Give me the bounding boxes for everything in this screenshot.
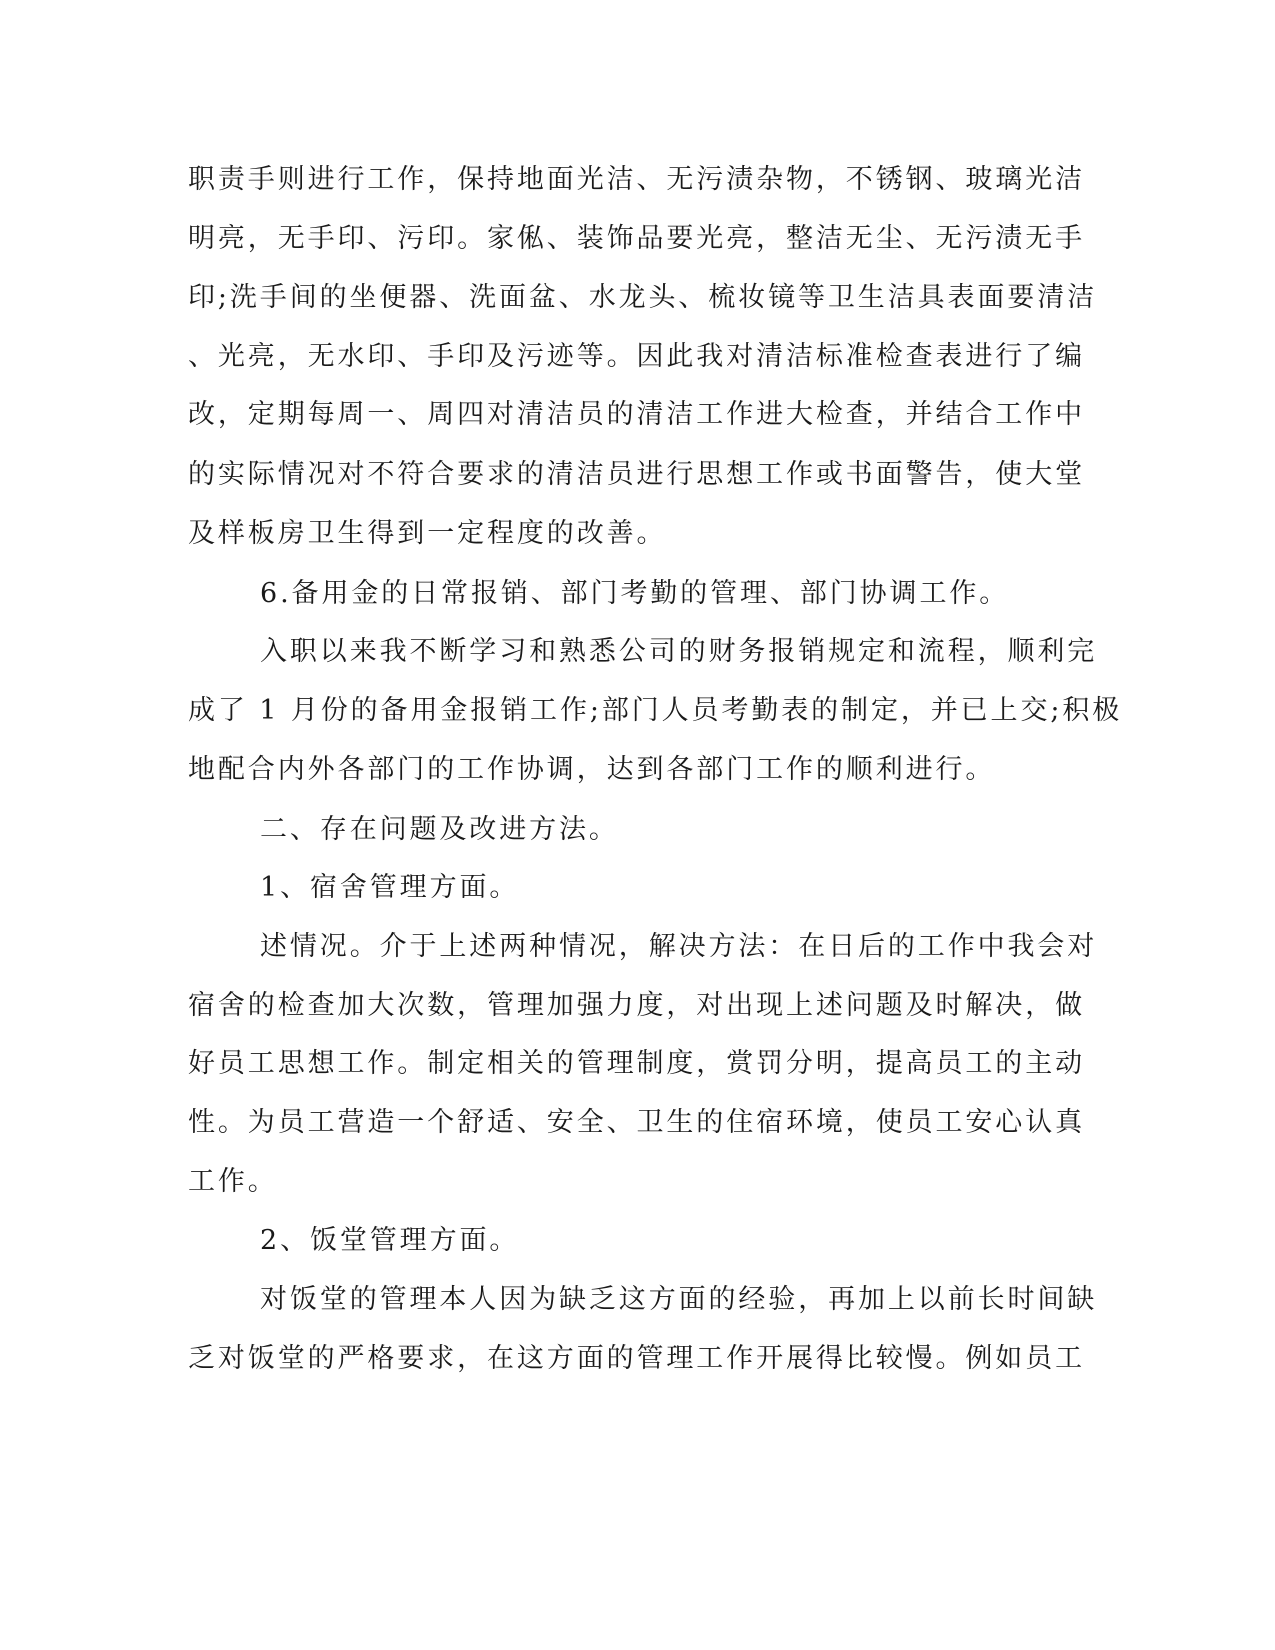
- text-line: 改，定期每周一、周四对清洁员的清洁工作进大检查，并结合工作中: [188, 399, 1085, 430]
- text-line: 地配合内外各部门的工作协调，达到各部门工作的顺利进行。: [188, 754, 996, 785]
- text-line: 、光亮，无水印、手印及污迹等。因此我对清洁标准检查表进行了编: [188, 341, 1085, 372]
- text-line: 及样板房卫生得到一定程度的改善。: [188, 518, 667, 549]
- text-line: 性。为员工营造一个舒适、安全、卫生的住宿环境，使员工安心认真: [188, 1107, 1085, 1138]
- section-heading: 二、存在问题及改进方法。: [260, 814, 619, 845]
- section-heading: 2、饭堂管理方面。: [260, 1225, 520, 1256]
- section-heading: 6.备用金的日常报销、部门考勤的管理、部门协调工作。: [260, 578, 1010, 609]
- text-line: 职责手则进行工作，保持地面光洁、无污渍杂物，不锈钢、玻璃光洁: [188, 164, 1085, 195]
- text-line: 好员工思想工作。制定相关的管理制度，赏罚分明，提高员工的主动: [188, 1048, 1085, 1079]
- text-line: 印;洗手间的坐便器、洗面盆、水龙头、梳妆镜等卫生洁具表面要清洁: [188, 282, 1097, 313]
- text-line: 入职以来我不断学习和熟悉公司的财务报销规定和流程，顺利完: [260, 636, 1098, 667]
- text-line: 乏对饭堂的严格要求，在这方面的管理工作开展得比较慢。例如员工: [188, 1343, 1085, 1374]
- text-line: 述情况。介于上述两种情况，解决方法：在日后的工作中我会对: [260, 931, 1098, 962]
- text-line: 的实际情况对不符合要求的清洁员进行思想工作或书面警告，使大堂: [188, 459, 1085, 490]
- text-line: 对饭堂的管理本人因为缺乏这方面的经验，再加上以前长时间缺: [260, 1284, 1098, 1315]
- section-heading: 1、宿舍管理方面。: [260, 872, 520, 903]
- text-line: 宿舍的检查加大次数，管理加强力度，对出现上述问题及时解决，做: [188, 990, 1085, 1021]
- text-line: 成了 1 月份的备用金报销工作;部门人员考勤表的制定，并已上交;积极: [188, 695, 1123, 726]
- text-line: 工作。: [188, 1166, 278, 1197]
- text-line: 明亮，无手印、污印。家俬、装饰品要光亮，整洁无尘、无污渍无手: [188, 223, 1085, 254]
